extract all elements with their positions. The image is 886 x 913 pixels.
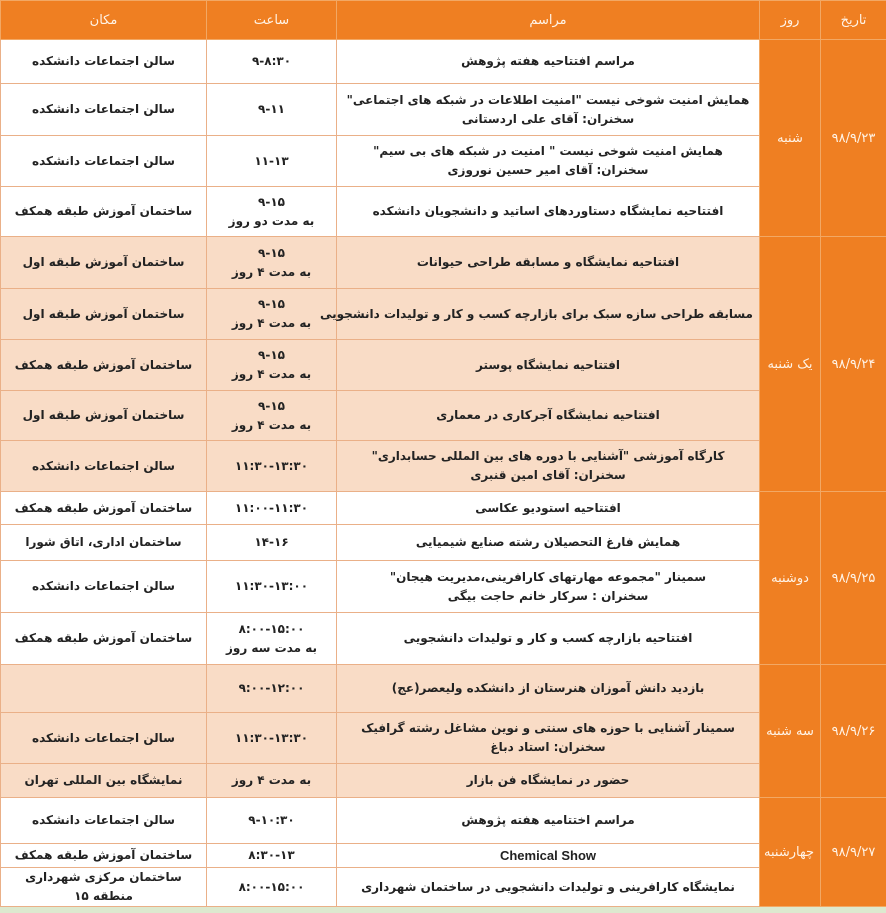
event-place: سالن اجتماعات دانشکده: [1, 136, 207, 187]
event-title-line: Chemical Show: [343, 846, 753, 865]
event-time: [207, 764, 337, 798]
event-time-range: ۹-۱۱: [213, 100, 330, 119]
event-speaker-line: سخنران: آقای امیر حسین نوروزی: [343, 161, 753, 180]
event-time-range: ۱۱:۰۰-۱۱:۳۰: [213, 499, 330, 518]
event-title-line: همایش امنیت شوخی نیست " امنیت در شبکه های بی سیم": [343, 142, 753, 161]
event-title: [337, 492, 760, 525]
event-time-range: ۹-۱۵: [213, 193, 330, 212]
footer-strip: [0, 907, 886, 913]
event-time-range: ۹-۸:۳۰: [213, 52, 330, 71]
event-row: [1, 84, 886, 136]
event-duration: به مدت سه روز: [213, 639, 330, 658]
event-place: ساختمان آموزش طبقه اول: [1, 237, 207, 289]
event-title: [337, 237, 760, 289]
event-title-line: افتتاحیه نمایشگاه دستاوردهای اساتید و دانشجویان دانشکده: [343, 202, 753, 221]
event-title-line: افتتاحیه بازارچه کسب و کار و تولیدات دانشجویی: [343, 629, 753, 648]
event-duration: به مدت ۴ روز: [213, 416, 330, 435]
event-time-range: ۹-۱۵: [213, 346, 330, 365]
event-row: [1, 844, 886, 868]
event-title-line: همایش فارغ التحصیلان رشته صنایع شیمیایی: [343, 533, 753, 552]
event-title: [337, 713, 760, 764]
event-time: [207, 613, 337, 665]
event-title-line: کارگاه آموزشی "آشنایی با دوره های بین المللی حسابداری": [343, 447, 753, 466]
event-row: [1, 441, 886, 492]
event-title-line: سمینار "مجموعه مهارتهای کارافرینی،مدیریت هیجان": [343, 568, 753, 587]
event-speaker-line: سخنران : سرکار خانم حاجت بیگی: [343, 587, 753, 606]
header-day: روز: [760, 1, 821, 40]
event-title-line: نمایشگاه کارافرینی و تولیدات دانشجویی در ساختمان شهرداری: [343, 878, 753, 897]
day-date: ۹۸/۹/۲۶: [821, 665, 886, 798]
event-title-line: مسابقه طراحی سازه سبک برای بازارچه کسب و کار و تولیدات دانشجویی: [343, 305, 753, 324]
event-time: [207, 665, 337, 713]
event-row: [1, 40, 886, 84]
event-time-range: ۱۴-۱۶: [213, 533, 330, 552]
event-place: ساختمان آموزش طبقه همکف: [1, 340, 207, 391]
event-title: [337, 441, 760, 492]
event-speaker-line: سخنران: استاد دباغ: [343, 738, 753, 757]
event-row: [1, 665, 886, 713]
event-title: [337, 84, 760, 136]
event-time: [207, 237, 337, 289]
event-place: ساختمان آموزش طبقه همکف: [1, 492, 207, 525]
event-time-range: ۱۱:۳۰-۱۳:۳۰: [213, 729, 330, 748]
event-row: [1, 492, 886, 525]
event-title: [337, 764, 760, 798]
event-title: [337, 868, 760, 907]
event-speaker-line: سخنران: آقای علی اردستانی: [343, 110, 753, 129]
event-time: [207, 561, 337, 613]
day-name: چهارشنبه: [760, 798, 821, 907]
event-row: [1, 561, 886, 613]
event-row: [1, 525, 886, 561]
event-title-line: افتتاحیه استودیو عکاسی: [343, 499, 753, 518]
event-title: [337, 340, 760, 391]
event-title-line: سمینار آشنایی با حوزه های سنتی و نوین مشاغل رشته گرافیک: [343, 719, 753, 738]
event-place: ساختمان اداری، اتاق شورا: [1, 525, 207, 561]
event-title: [337, 187, 760, 237]
event-row: [1, 187, 886, 237]
event-time: [207, 525, 337, 561]
event-title-line: افتتاحیه نمایشگاه پوستر: [343, 356, 753, 375]
event-duration: به مدت دو روز: [213, 212, 330, 231]
event-speaker-line: سخنران: آقای امین قنبری: [343, 466, 753, 485]
event-time-range: ۱۱:۳۰-۱۳:۰۰: [213, 577, 330, 596]
event-title-line: مراسم افتتاحیه هفته پژوهش: [343, 52, 753, 71]
event-place: ساختمان آموزش طبقه همکف: [1, 844, 207, 868]
event-title-line: افتتاحیه نمایشگاه و مسابقه طراحی حیوانات: [343, 253, 753, 272]
event-row: [1, 798, 886, 844]
event-title-line: همایش امنیت شوخی نیست "امنیت اطلاعات در شبکه های اجتماعی": [343, 91, 753, 110]
event-time: [207, 340, 337, 391]
event-place: سالن اجتماعات دانشکده: [1, 40, 207, 84]
day-date: ۹۸/۹/۲۳: [821, 40, 886, 237]
event-title-line: مراسم اختتامیه هفته پژوهش: [343, 811, 753, 830]
event-title: [337, 289, 760, 340]
event-duration: به مدت ۴ روز: [213, 263, 330, 282]
event-time-range: ۸:۳۰-۱۳: [213, 846, 330, 865]
event-time-range: به مدت ۴ روز: [213, 771, 330, 790]
event-time-range: ۹-۱۰:۳۰: [213, 811, 330, 830]
event-time-range: ۹-۱۵: [213, 244, 330, 263]
event-time-range: ۸:۰۰-۱۵:۰۰: [213, 878, 330, 897]
event-place: ساختمان آموزش طبقه اول: [1, 391, 207, 441]
event-time: [207, 441, 337, 492]
event-time-range: ۱۱:۳۰-۱۳:۳۰: [213, 457, 330, 476]
event-row: [1, 391, 886, 441]
event-place: سالن اجتماعات دانشکده: [1, 713, 207, 764]
header-time: ساعت: [207, 1, 337, 40]
event-title: [337, 561, 760, 613]
event-row: [1, 289, 886, 340]
event-title-line: افتتاحیه نمایشگاه آجرکاری در معماری: [343, 406, 753, 425]
event-time: [207, 713, 337, 764]
event-time: [207, 492, 337, 525]
event-place: ساختمان آموزش طبقه اول: [1, 289, 207, 340]
event-time-range: ۹:۰۰-۱۲:۰۰: [213, 679, 330, 698]
day-date: ۹۸/۹/۲۵: [821, 492, 886, 665]
event-place: ساختمان مرکزی شهرداری منطقه ۱۵: [1, 868, 207, 907]
day-name: دوشنبه: [760, 492, 821, 665]
event-time: [207, 40, 337, 84]
event-title: [337, 844, 760, 868]
header-row: [1, 1, 886, 40]
event-title: [337, 798, 760, 844]
event-time-range: ۱۱-۱۳: [213, 152, 330, 171]
event-title: [337, 136, 760, 187]
event-time: [207, 289, 337, 340]
event-time-range: ۹-۱۵: [213, 397, 330, 416]
event-place: سالن اجتماعات دانشکده: [1, 84, 207, 136]
event-time-range: ۸:۰۰-۱۵:۰۰: [213, 620, 330, 639]
event-place: سالن اجتماعات دانشکده: [1, 798, 207, 844]
event-time: [207, 844, 337, 868]
event-place: سالن اجتماعات دانشکده: [1, 561, 207, 613]
event-place: سالن اجتماعات دانشکده: [1, 441, 207, 492]
event-place: ساختمان آموزش طبقه همکف: [1, 613, 207, 665]
event-place: [1, 665, 207, 713]
header-place: مکان: [1, 1, 207, 40]
event-time: [207, 84, 337, 136]
day-name: سه شنبه: [760, 665, 821, 798]
event-row: [1, 136, 886, 187]
event-row: [1, 713, 886, 764]
header-date: تاریخ: [821, 1, 886, 40]
event-title-line: حضور در نمایشگاه فن بازار: [343, 771, 753, 790]
event-row: [1, 340, 886, 391]
day-name: یک شنبه: [760, 237, 821, 492]
event-time: [207, 136, 337, 187]
event-place: ساختمان آموزش طبقه همکف: [1, 187, 207, 237]
event-row: [1, 868, 886, 907]
event-title: [337, 40, 760, 84]
day-date: ۹۸/۹/۲۷: [821, 798, 886, 907]
event-duration: به مدت ۴ روز: [213, 314, 330, 333]
event-row: [1, 237, 886, 289]
event-time: [207, 798, 337, 844]
day-date: ۹۸/۹/۲۴: [821, 237, 886, 492]
event-title: [337, 665, 760, 713]
event-time-range: ۹-۱۵: [213, 295, 330, 314]
event-time: [207, 391, 337, 441]
event-place: نمایشگاه بین المللی تهران: [1, 764, 207, 798]
event-title-line: بازدید دانش آموزان هنرستان از دانشکده ولیعصر(عج): [343, 679, 753, 698]
event-row: [1, 613, 886, 665]
event-title: [337, 613, 760, 665]
event-duration: به مدت ۴ روز: [213, 365, 330, 384]
event-title: [337, 391, 760, 441]
header-event: مراسم: [337, 1, 760, 40]
schedule-body: [1, 40, 886, 907]
day-name: شنبه: [760, 40, 821, 237]
event-title: [337, 525, 760, 561]
event-time: [207, 868, 337, 907]
event-row: [1, 764, 886, 798]
event-time: [207, 187, 337, 237]
